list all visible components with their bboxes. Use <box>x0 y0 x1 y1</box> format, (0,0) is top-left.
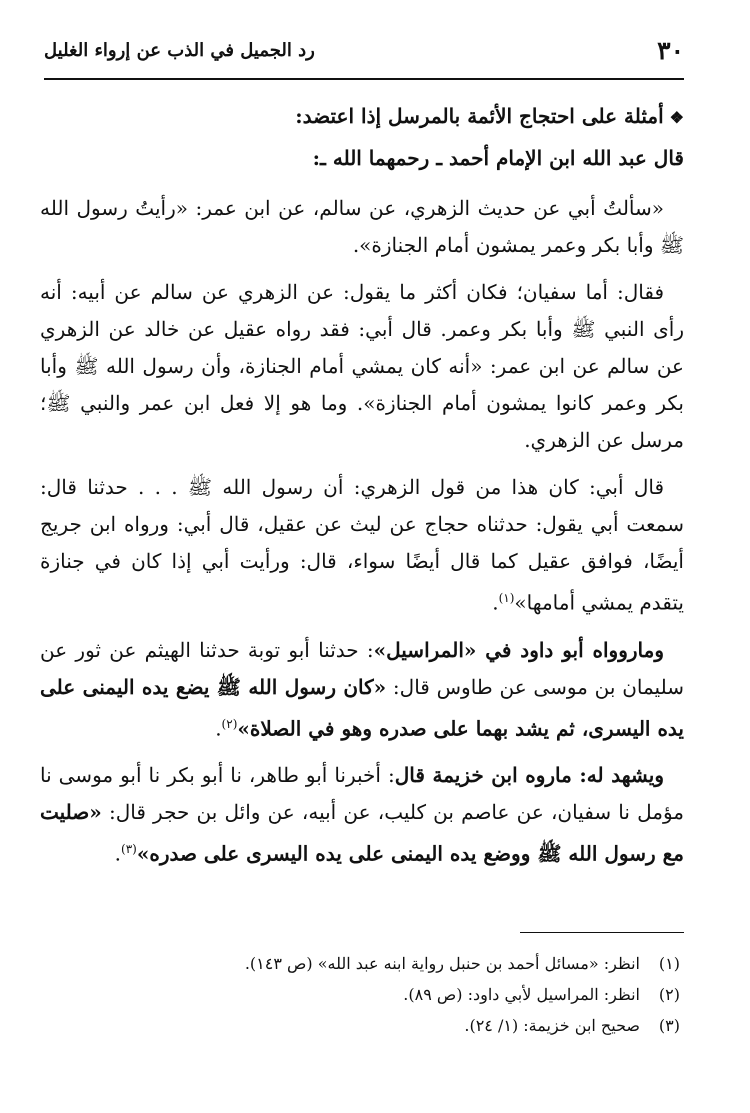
footnote-number: (١) <box>658 954 680 973</box>
footnote-text: انظر: «مسائل أحمد بن حنبل رواية ابنه عبد الله» (ص ١٤٣). <box>244 954 640 973</box>
footnote-text: صحيح ابن خزيمة: (١/ ٢٤). <box>464 1016 640 1035</box>
footnote-1 <box>60 948 680 979</box>
paragraph-5-text: : أخبرنا أبو طاهر، نا أبو بكر نا أبو موسى نا مؤمل نا سفيان، عن عاصم بن كليب، عن أبيه، عن وائل بن حجر قال: <box>40 763 684 825</box>
paragraph-4-text: : حدثنا أبو توبة حدثنا الهيثم عن ثور عن سليمان بن موسى عن طاوس قال: <box>40 637 684 699</box>
paragraph-5 <box>40 757 684 873</box>
footnote-ref-3[interactable]: (٣) <box>121 842 137 857</box>
paragraph-4-quote: «كان رسول الله ﷺ يضع يده اليمنى على يده اليسرى، ثم يشد بهما على صدره وهو في الصلاة» <box>40 674 684 741</box>
footnote-3 <box>60 1010 680 1041</box>
paragraph-3-end: . <box>492 590 499 615</box>
paragraph-5-quote: «صليت مع رسول الله ﷺ ووضع يده اليمنى على يده اليسرى على صدره» <box>40 800 684 866</box>
main-content <box>40 96 684 883</box>
paragraph-3 <box>40 469 684 622</box>
footnote-2 <box>60 979 680 1010</box>
footnote-number: (٣) <box>658 1016 680 1035</box>
footnote-number: (٢) <box>658 985 680 1004</box>
footnote-text: انظر: المراسيل لأبي داود: (ص ٨٩). <box>403 985 640 1004</box>
paragraph-4-end: . <box>215 716 222 741</box>
running-title: رد الجميل في الذب عن إرواء الغليل <box>44 40 315 61</box>
paragraph-5-end: . <box>114 841 122 866</box>
paragraph-4 <box>40 632 684 748</box>
section-heading <box>40 96 684 138</box>
page-header <box>44 30 684 80</box>
page-number: ٣٠ <box>657 36 684 65</box>
diamond-bullet-icon: ❖ <box>669 108 684 127</box>
footnotes <box>60 948 680 1041</box>
sub-heading: قال عبد الله ابن الإمام أحمد ـ رحمهما الله ـ: <box>312 146 684 170</box>
section-heading-text: أمثلة على احتجاج الأئمة بالمرسل إذا اعتضد: <box>295 104 664 128</box>
paragraph-1: «سألتُ أبي عن حديث الزهري، عن سالم، عن ابن عمر: «رأيتُ رسول الله ﷺ وأبا بكر وعمر يمشون أمام الجنازة». <box>40 196 684 257</box>
paragraph-5-lead: ويشهد له: ماروه ابن خزيمة قال <box>394 763 664 788</box>
footnote-divider <box>520 932 684 933</box>
footnote-ref-1[interactable]: (١) <box>498 591 515 605</box>
paragraph-4-lead: وماروواه أبو داود في «المراسيل» <box>373 637 664 662</box>
paragraph-3-text: قال أبي: كان هذا من قول الزهري: أن رسول الله ﷺ . . . حدثنا قال: سمعت أبي يقول: حدثناه حجاج عن ليث عن عقيل، قال أبي: ورواه ابن جريج أيضًا، فوافق عقيل كما قال أيضًا سواء، قال: ورأيت أبي إذا كان في جنازة يتقدم يمشي أمامها» <box>40 475 684 615</box>
paragraph-2: فقال: أما سفيان؛ فكان أكثر ما يقول: عن الزهري عن سالم عن أبيه: أنه رأى النبي ﷺ وأبا بكر وعمر. قال أبي: فقد رواه عقيل عن خالد عن الزهري عن سالم عن ابن عمر: «أنه كان يمشي أمام الجنازة، وأن رسول الله ﷺ وأبا بكر وعمر كانوا يمشون أمام الجنازة». وما هو إلا فعل ابن عمر والنبي ﷺ؛ مرسل عن الزهري. <box>40 280 684 452</box>
footnote-ref-2[interactable]: (٢) <box>221 716 238 731</box>
